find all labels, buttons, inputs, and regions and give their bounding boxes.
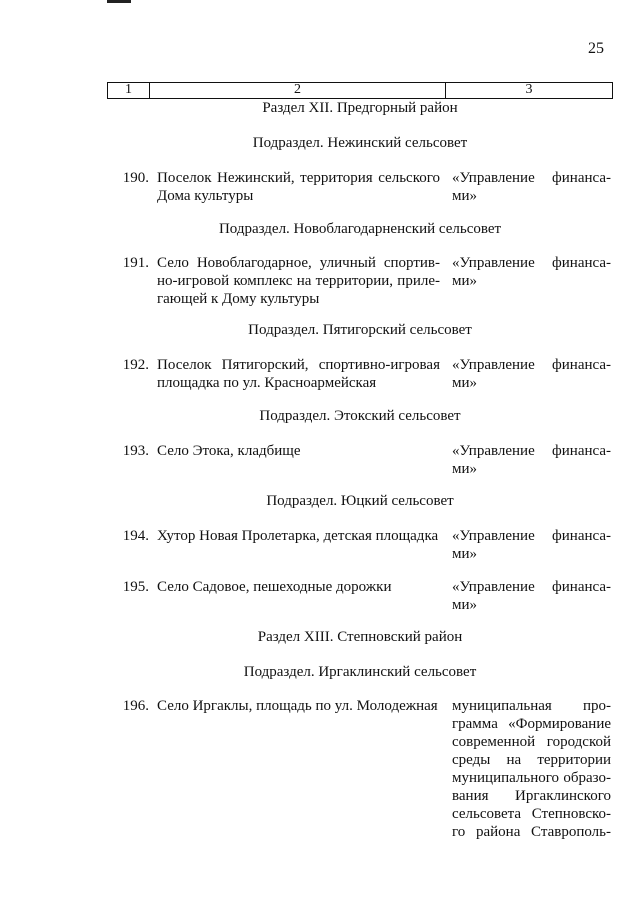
entry-description xyxy=(157,254,440,308)
source-word: ми» xyxy=(452,273,478,289)
source-word: «Управление xyxy=(452,170,535,186)
subsection-heading: Подраздел. Этокский сельсовет xyxy=(259,408,461,424)
subsection-heading: Подраздел. Пятигорский сельсовет xyxy=(248,322,472,338)
table-header-row xyxy=(107,82,613,99)
table-header-col-2: 2 xyxy=(150,83,446,98)
section-heading: Раздел XII. Предгорный район xyxy=(262,100,458,116)
source-word: ми» xyxy=(452,546,478,562)
entry-number: 192. xyxy=(122,357,149,373)
entry-source xyxy=(452,527,611,563)
source-word: финанса- xyxy=(552,579,611,595)
source-word: финанса- xyxy=(552,255,611,271)
source-line: го района Ставрополь- xyxy=(452,824,611,840)
source-word: ми» xyxy=(452,375,478,391)
source-word: ми» xyxy=(452,461,478,477)
entry-source xyxy=(452,169,611,205)
entry-source xyxy=(452,578,611,614)
subsection-heading: Подраздел. Юцкий сельсовет xyxy=(266,493,454,509)
source-word: «Управление xyxy=(452,357,535,373)
entry-description xyxy=(157,578,440,596)
entry-line: Село Новоблагодарное, уличный спортив- xyxy=(157,255,440,271)
source-line: муниципальная про- xyxy=(452,698,611,714)
source-line: вания Иргаклинского xyxy=(452,788,611,804)
source-word: ми» xyxy=(452,597,478,613)
entry-line: Дома культуры xyxy=(157,188,254,204)
entry-line: но-игровой комплекс на территории, приле- xyxy=(157,273,440,289)
entry-line: Село Садовое, пешеходные дорожки xyxy=(157,579,392,595)
entry-source xyxy=(452,254,611,290)
source-line: муниципального образо- xyxy=(452,770,611,786)
subsection-heading: Подраздел. Нежинский сельсовет xyxy=(252,135,468,151)
entry-line: Хутор Новая Пролетарка, детская площадка xyxy=(157,528,439,544)
entry-line: Поселок Нежинский, территория сельского xyxy=(157,170,440,186)
entry-number: 195. xyxy=(122,579,149,595)
entry-source-program xyxy=(452,697,611,841)
entry-number: 190. xyxy=(122,170,149,186)
source-line: грамма «Формирование xyxy=(452,716,611,732)
entry-source xyxy=(452,442,611,478)
source-word: финанса- xyxy=(552,170,611,186)
entry-description xyxy=(157,169,440,205)
source-word: финанса- xyxy=(552,528,611,544)
subsection-heading: Подраздел. Новоблагодарненский сельсовет xyxy=(218,221,502,237)
entry-line: Село Иргаклы, площадь по ул. Молодежная xyxy=(157,698,438,714)
source-word: «Управление xyxy=(452,255,535,271)
entry-number: 196. xyxy=(122,698,149,714)
entry-description xyxy=(157,527,440,545)
entry-line: Село Этока, кладбище xyxy=(157,443,301,459)
entry-description xyxy=(157,442,440,460)
entry-number: 191. xyxy=(122,255,149,271)
source-word: финанса- xyxy=(552,443,611,459)
table-header-col-1: 1 xyxy=(108,83,150,98)
entry-number: 193. xyxy=(122,443,149,459)
entry-description xyxy=(157,697,440,715)
entry-line: Поселок Пятигорский, спортивно-игровая xyxy=(157,357,440,373)
source-line: современной городской xyxy=(452,734,611,750)
page-number: 25 xyxy=(588,40,604,57)
source-word: «Управление xyxy=(452,443,535,459)
source-line: сельсовета Степновско- xyxy=(452,806,611,822)
source-word: «Управление xyxy=(452,528,535,544)
subsection-heading: Подраздел. Иргаклинский сельсовет xyxy=(243,664,477,680)
top-scan-mark xyxy=(107,0,131,3)
source-line: среды на территории xyxy=(452,752,611,768)
entry-line: площадка по ул. Красноармейская xyxy=(157,375,377,391)
entry-line: гающей к Дому культуры xyxy=(157,291,320,307)
source-word: ми» xyxy=(452,188,478,204)
table-header-col-3: 3 xyxy=(525,82,533,97)
entry-description xyxy=(157,356,440,392)
entry-source xyxy=(452,356,611,392)
source-word: финанса- xyxy=(552,357,611,373)
source-word: «Управление xyxy=(452,579,535,595)
entry-number: 194. xyxy=(122,528,149,544)
section-heading: Раздел XIII. Степновский район xyxy=(257,629,463,645)
